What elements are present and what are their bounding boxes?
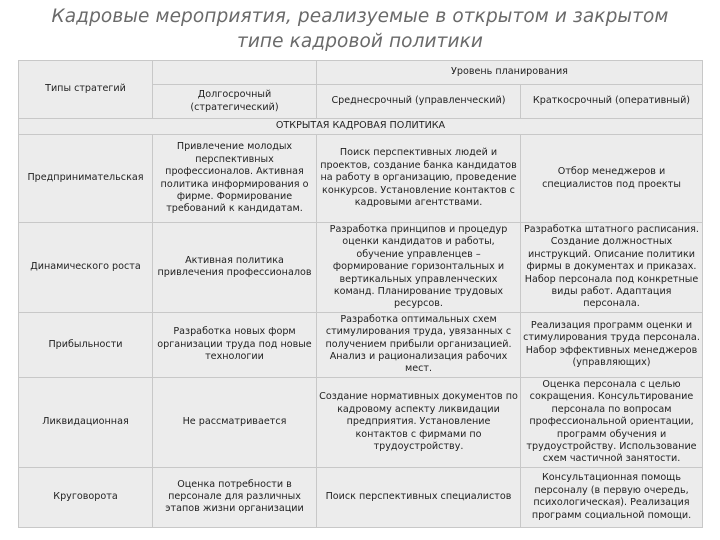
row-mid-liquidation: Создание нормативных документов по кадровому аспекту ликвидации предприятия. Установление контактов с фирмами по трудоустройству. (317, 377, 521, 467)
row-mid-circulation: Поиск перспективных специалистов (317, 467, 521, 527)
personnel-policy-table (18, 60, 703, 528)
row-mid-entrepreneurial: Поиск перспективных людей и проектов, создание банка кандидатов на работу в организацию, проведение конкурсов. Установление контактов с кадровыми агентствами. (317, 135, 521, 223)
row-mid-dynamic-growth: Разработка принципов и процедур оценки кандидатов и работы, обучение управленцев – формирование горизонтальных и вертикальных управленческих команд. Планирование трудовых ресурсов. (317, 223, 521, 313)
header-empty-cell (153, 61, 317, 85)
row-long-liquidation: Не рассматривается (153, 377, 317, 467)
row-type-liquidation: Ликвидационная (19, 377, 153, 467)
header-short-term: Краткосрочный (оперативный) (521, 85, 703, 119)
row-long-entrepreneurial: Привлечение молодых перспективных профессионалов. Активная политика информирования о фирме. Формирование требований к кандидатам. (153, 135, 317, 223)
row-long-circulation: Оценка потребности в персонале для различных этапов жизни организации (153, 467, 317, 527)
row-type-circulation: Круговорота (19, 467, 153, 527)
row-short-profitability: Реализация программ оценки и стимулирования труда персонала. Набор эффективных менеджеров (управляющих) (521, 312, 703, 377)
row-short-entrepreneurial: Отбор менеджеров и специалистов под проекты (521, 135, 703, 223)
row-long-dynamic-growth: Активная политика привлечения профессионалов (153, 223, 317, 313)
row-type-profitability: Прибыльности (19, 312, 153, 377)
slide-title (0, 0, 720, 58)
row-short-circulation: Консультационная помощь персоналу (в первую очередь, психологическая). Реализация программ социальной помощи. (521, 467, 703, 527)
row-mid-profitability: Разработка оптимальных схем стимулирования труда, увязанных с получением прибыли организацией. Анализ и рационализация рабочих мест. (317, 312, 521, 377)
slide-title-line-2: типе кадровой политики (236, 31, 484, 52)
header-strategy-types: Типы стратегий (19, 61, 153, 119)
header-mid-term: Среднесрочный (управленческий) (317, 85, 521, 119)
row-long-profitability: Разработка новых форм организации труда под новые технологии (153, 312, 317, 377)
header-planning-level: Уровень планирования (317, 61, 703, 85)
section-open-policy: ОТКРЫТАЯ КАДРОВАЯ ПОЛИТИКА (19, 119, 703, 135)
header-long-term: Долгосрочный (стратегический) (153, 85, 317, 119)
row-type-entrepreneurial: Предпринимательская (19, 135, 153, 223)
row-type-dynamic-growth: Динамического роста (19, 223, 153, 313)
row-short-liquidation: Оценка персонала с целью сокращения. Консультирование персонала по вопросам профессиональной ориентации, программ обучения и трудоустройству. Использование схем частичной занятости. (521, 377, 703, 467)
slide-title-line-1: Кадровые мероприятия, реализуемые в открытом и закрытом (51, 6, 669, 27)
row-short-dynamic-growth: Разработка штатного расписания. Создание должностных инструкций. Описание политики фирмы в документах и приказах. Набор персонала под конкретные виды работ. Адаптация персонала. (521, 223, 703, 313)
